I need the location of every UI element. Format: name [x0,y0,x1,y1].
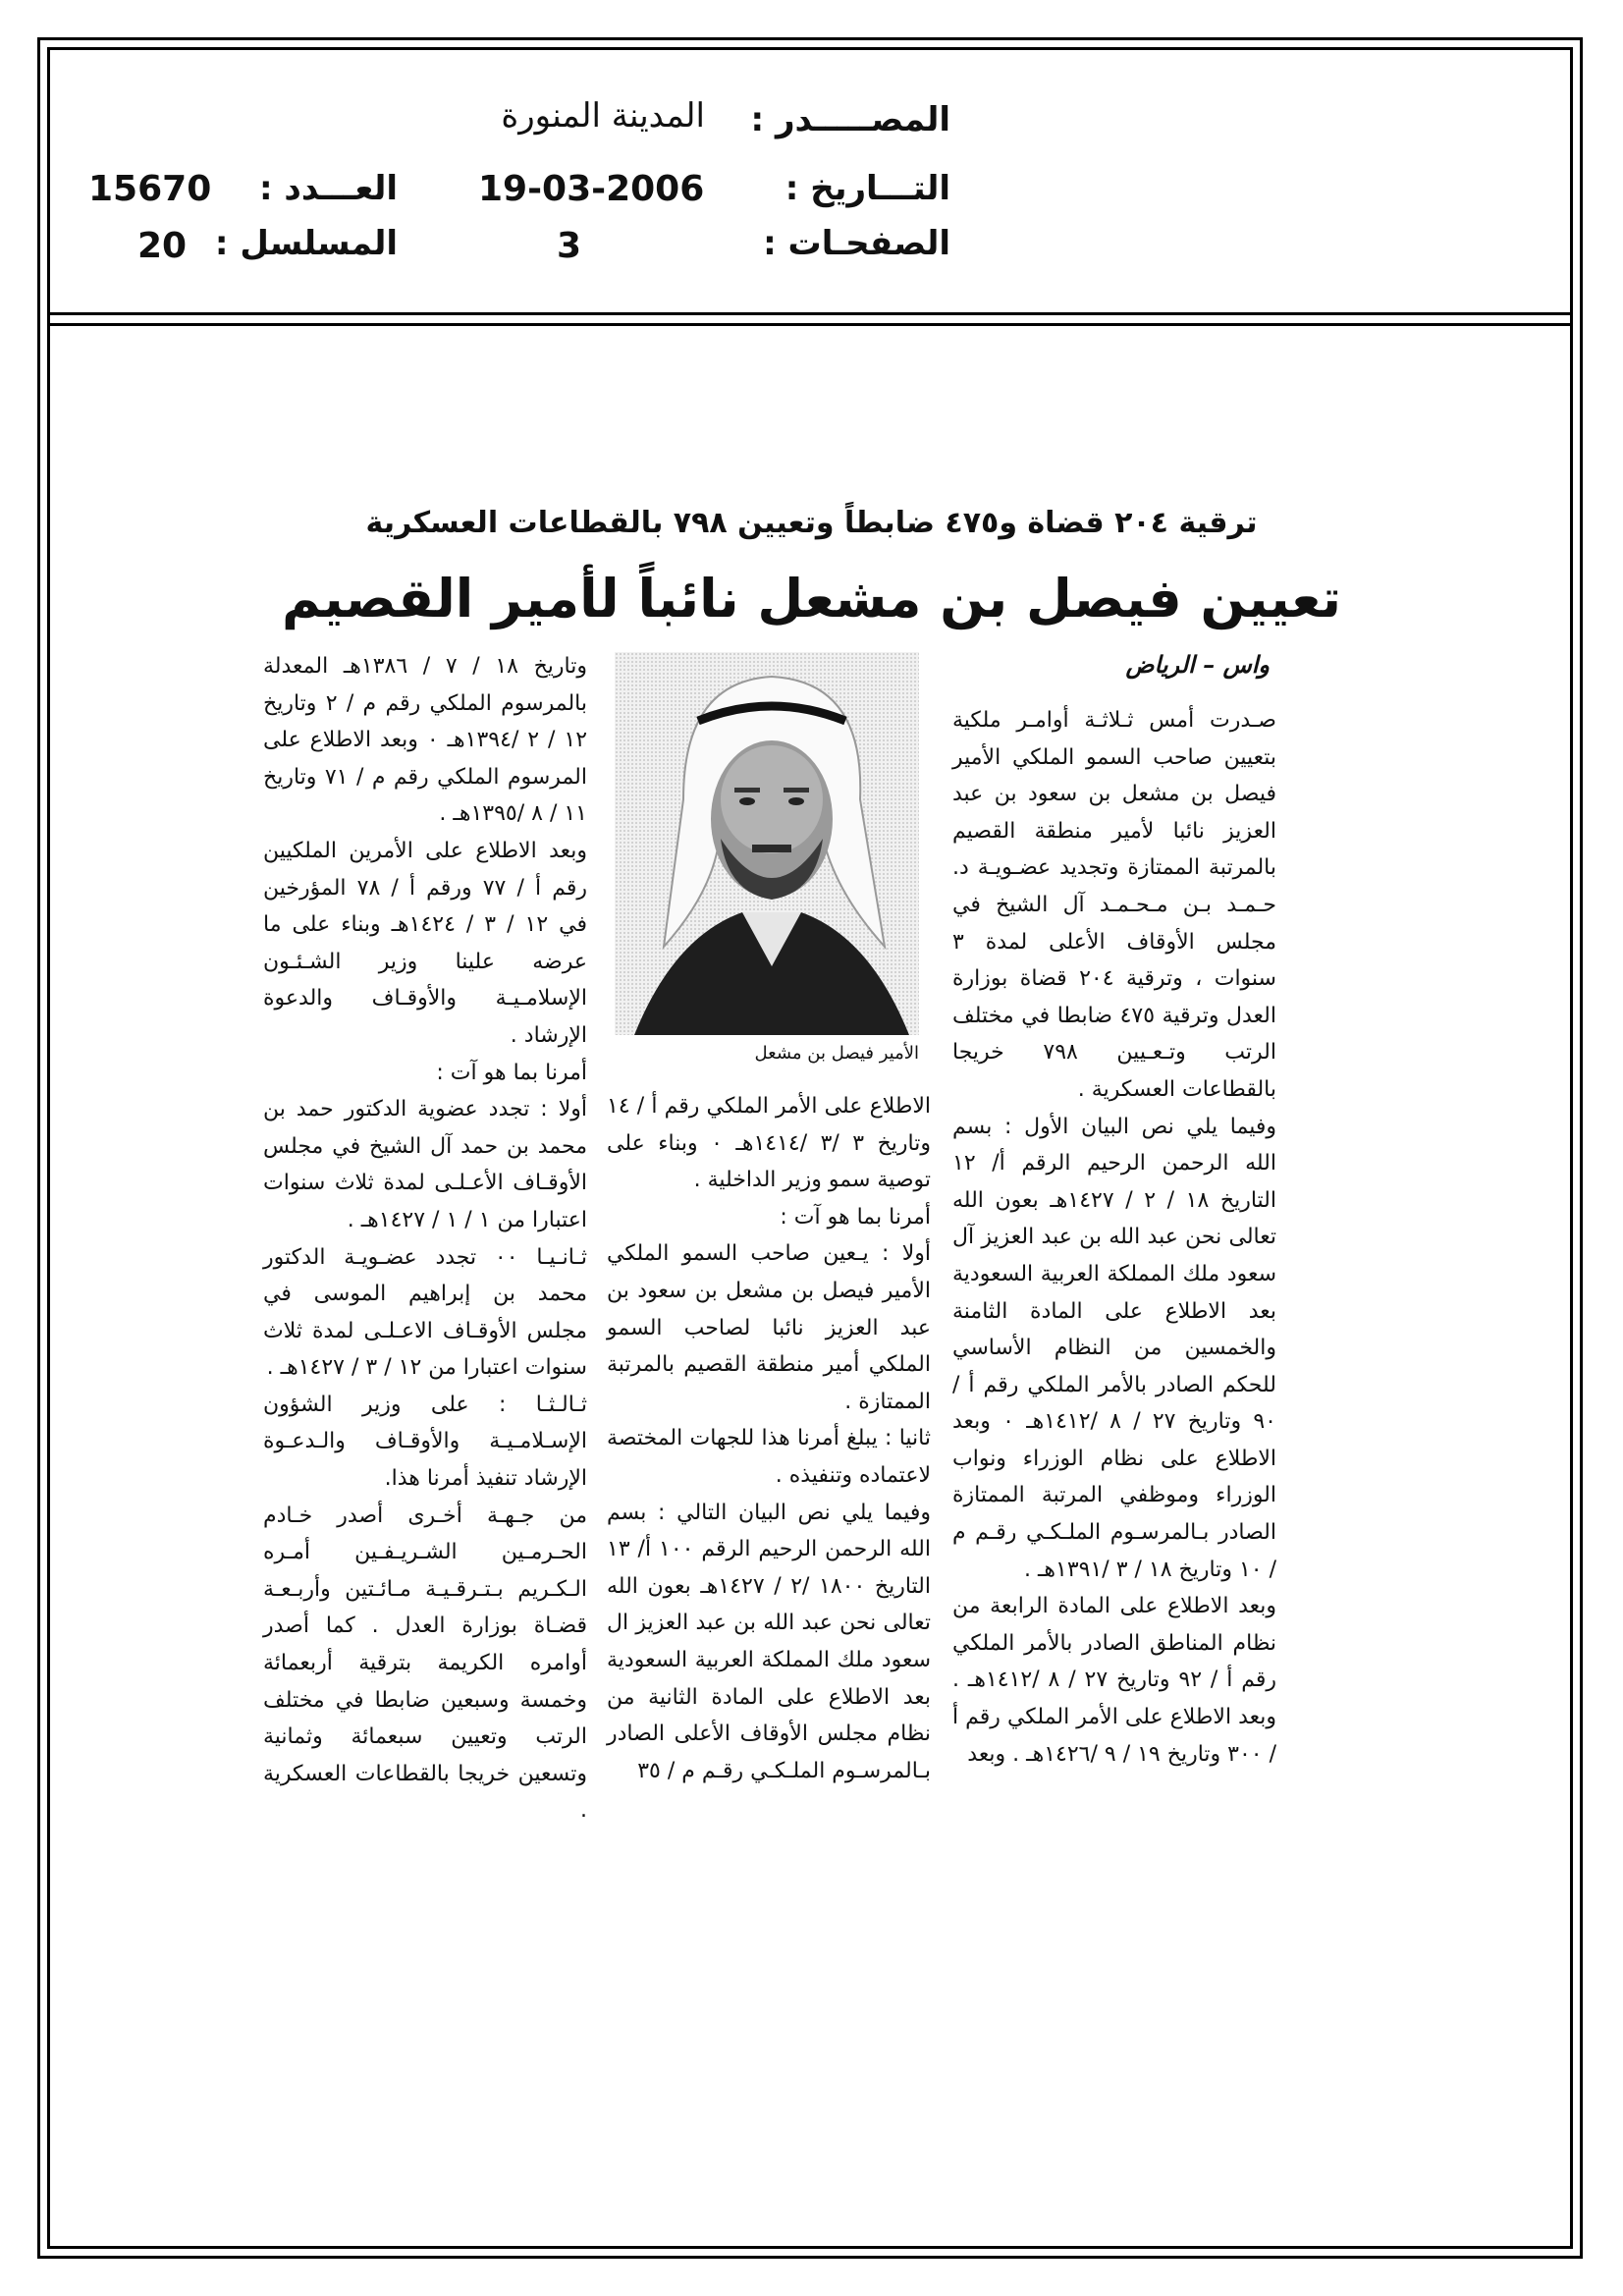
date-value: 19-03-2006 [478,169,705,209]
issue-label: العـــدد : [259,169,398,208]
source-label: المصـــــدر : [750,100,950,139]
article-column-2 [607,1088,931,1789]
header-divider [47,323,1573,326]
paragraph: من جـهـة أخـرى أصدر خـادم الحـرمـين الشـريـفـين أمـره الـكـريم بـتـرقـيـة مـائـتين وأربـعـة قضـاة بوزارة العدل . كما أصدر أوامره الكريمة بترقية أربعمائة وخمسة وسبعين ضابطا في مختلف الرتب وتعيين سبعمائة وثمانية وتسعين خريجا بالقطاعات العسكرية . [263,1503,587,1824]
paragraph: أولا : يـعين صاحب السمو الملكي الأمير فيصل بن مشعل بن سعود بن عبد العزيز نائبا لصاحب السمو الملكي أمير منطقة القصيم بالمرتبة الممتازة . [607,1241,931,1414]
pages-label: الصفحـات : [763,224,950,263]
article-byline: واس – الرياض [1125,650,1270,679]
header-divider [47,312,1573,315]
paragraph: ثانيا : يبلغ أمرنا هذا للجهات المختصة لاعتماده وتنفيذه . [607,1426,931,1488]
paragraph: وبعد الاطلاع على المادة الرابعة من نظام المناطق الصادر بالأمر الملكي رقم أ / ٩٢ وتاريخ ٢٧ / ٨ /١٤١٢هـ . وبعد الاطلاع على الأمر الملكي رقم أ / ٣٠٠ وتاريخ ١٩ / ٩ /١٤٢٦هـ . وبعد [952,1594,1276,1767]
issue-value: 15670 [88,169,212,209]
paragraph: وفيما يلي نص البيان الأول : بسم الله الرحمن الرحيم الرقم أ/ ١٢ التاريخ ١٨ / ٢ / ١٤٢٧هـ بعون الله تعالى نحن عبد الله بن عبد العزيز آل سعود ملك المملكة العربية السعودية بعد الاطلاع على المادة الثامنة والخمسين من النظام الأساسي للحكم الصادر بالأمر الملكي رقم أ / ٩٠ وتاريخ ٢٧ / ٨ /١٤١٢هـ ٠ وبعد الاطلاع على نظام الوزراء ونواب الوزراء وموظفي المرتبة الممتازة الصادر بـالمرسـوم الملـكـي رقـم م / ١٠ وتاريخ ١٨ / ٣ /١٣٩١هـ . [952,1114,1276,1582]
pages-value: 3 [557,226,582,266]
date-label: التـــاريخ : [784,169,950,208]
source-value: المدينة المنورة [501,96,705,136]
paragraph: الاطلاع على الأمر الملكي رقم أ / ١٤ وتاريخ ٣ /٣ /١٤١٤هـ ٠ وبناء على توصية سمو وزير الداخلية . [607,1094,931,1193]
article-headline: تعيين فيصل بن مشعل نائباً لأمير القصيم [282,568,1341,629]
photo-caption: الأمير فيصل بن مشعل [754,1043,919,1064]
paragraph: وتاريخ ١٨ / ٧ / ١٣٨٦هـ المعدلة بالمرسوم الملكي رقم م / ٢ وتاريخ ١٢ / ٢ /١٣٩٤هـ ٠ وبعد الاطلاع على المرسوم الملكي رقم م / ٧١ وتاريخ ١١ / ٨ /١٣٩٥هـ . [263,654,588,827]
paragraph: أولا : تجدد عضوية الدكتور حمد بن محمد بن حمد آل الشيخ في مجلس الأوقـاف الأعـلـى لمدة ثلاث سنوات اعتبارا من ١ / ١ / ١٤٢٧هـ . [263,1097,587,1232]
portrait-photo [615,652,919,1035]
paragraph: صـدرت أمس ثـلاثـة أوامـر ملكية بتعيين صاحب السمو الملكي الأمير فيصل بن مشعل بن سعود بن عبد العزيز نائبا لأمير منطقة القصيم بالمرتبة الممتازة وتجديد عضـويـة د. حـمـد بـن مـحـمـد آل الشيخ في مجلس الأوقاف الأعلى لمدة ٣ سنوات ، وترقية ٢٠٤ قضاة بوزارة العدل وترقية ٤٧٥ ضابطا في مختلف الرتب وتـعـيين ٧٩٨ خريجا بالقطاعات العسكرية . [952,708,1276,1102]
paragraph: ثـالـثـا : على وزير الشؤون الإسـلامـيـة والأوقـاف والـدعـوة الإرشاد تنفيذ أمرنا هذا. [263,1392,587,1492]
article-column-3 [263,648,587,1830]
article-subtitle: ترقية ٢٠٤ قضاة و٤٧٥ ضابطاً وتعيين ٧٩٨ بالقطاعات العسكرية [365,506,1258,540]
article-column-1 [952,702,1276,1773]
serial-value: 20 [137,226,188,266]
paragraph: ثـانـيـا ٠٠ تجدد عضـويـة الدكتور محمد بن إبراهيم الموسى في مجلس الأوقـاف الاعـلـى لمدة ثلاث سنوات اعتبارا من ١٢ / ٣ / ١٤٢٧هـ . [263,1244,587,1381]
portrait-illustration [615,652,919,1035]
serial-label: المسلسل : [214,224,398,263]
paragraph: أمرنا بما هو آت : [780,1204,931,1230]
paragraph: أمرنا بما هو آت : [436,1060,587,1085]
paragraph: وفيما يلي نص البيان التالي : بسم الله الرحمن الرحيم الرقم ١٠٠ أ/ ١٣ التاريخ ١٨٠٠ /٢ / ١٤٢٧هـ بعون الله تعالى نحن عبد الله بن عبد العزيز ال سعود ملك المملكة العربية السعودية بعد الاطلاع على المادة الثانية من نظام مجلس الأوقاف الأعلى الصادر بـالمرسـوم الملـكـي رقـم م / ٣٥ [607,1500,931,1783]
paragraph: وبعد الاطلاع على الأمرين الملكيين رقم أ / ٧٧ ورقم أ / ٧٨ المؤرخين في ١٢ / ٣ / ١٤٢٤هـ وبناء على ما عرضه علينا وزير الشـئـون الإسلامـيـة والأوقـاف والدعوة الإرشاد . [263,838,587,1048]
